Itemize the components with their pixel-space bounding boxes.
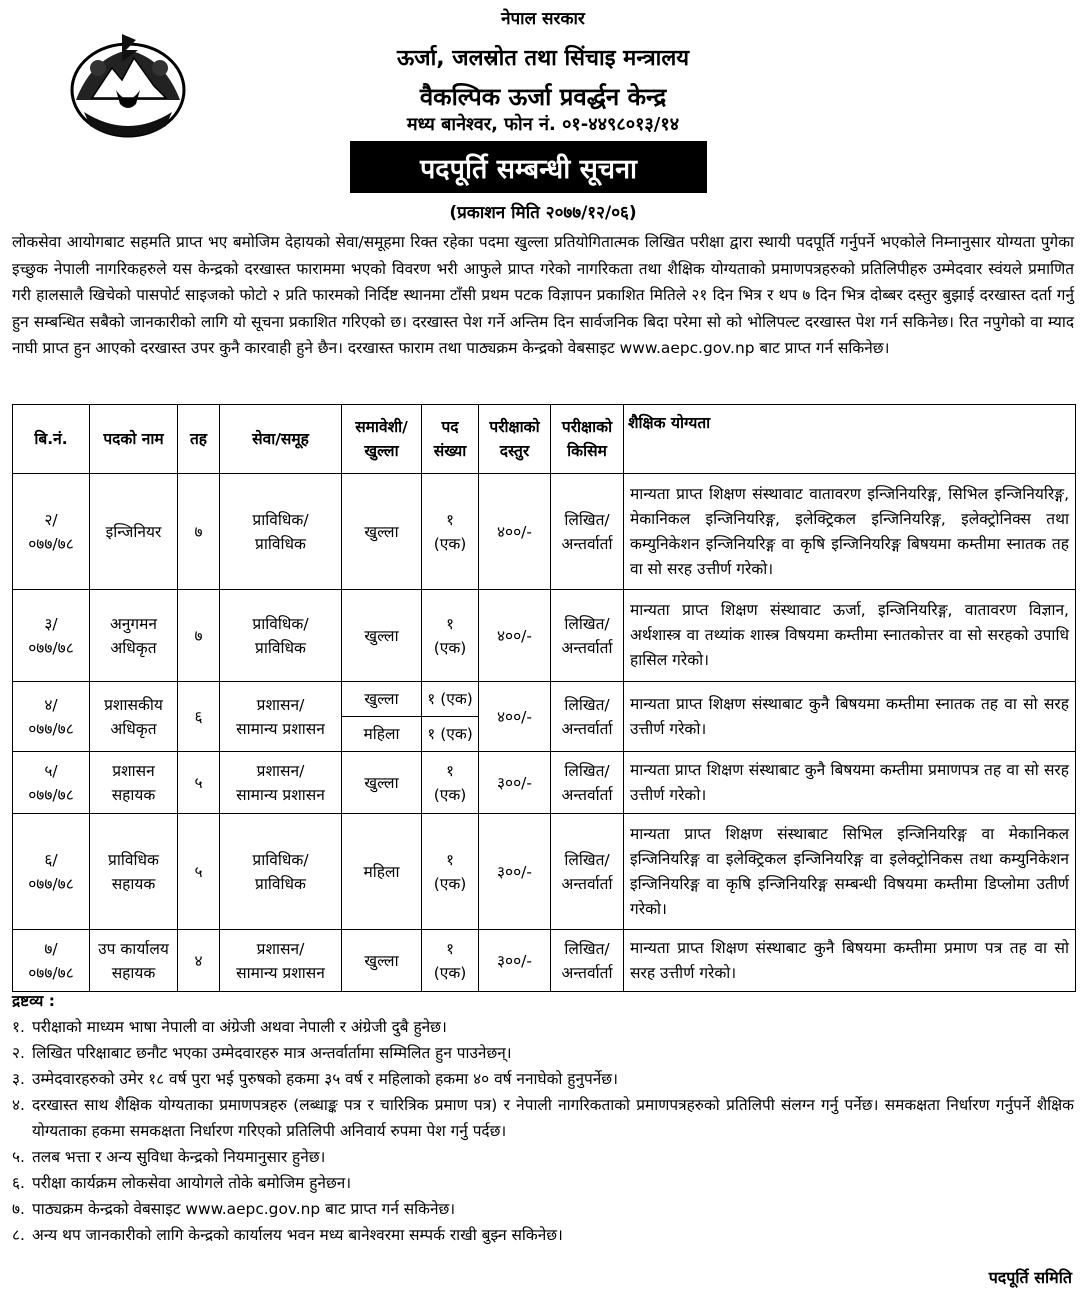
note-number: ४. [12, 1096, 25, 1114]
post-b: अधिकृत [110, 638, 157, 657]
header-level: तह [178, 405, 220, 474]
cell-exam-type [551, 590, 624, 682]
note-item [12, 1066, 1074, 1092]
cell-sn [13, 930, 90, 992]
note-text: अन्य थप जानकारीको लागि केन्द्रको कार्यालय भवन मध्य बानेश्वरमा सम्पर्क राखी बुझ्न सकिनेछ। [32, 1226, 563, 1244]
note-number: ६. [12, 1174, 25, 1192]
cell-count [422, 682, 479, 752]
note-item [12, 1222, 1074, 1248]
publication-date: (प्रकाशन मिति २०७७/१२/०६) [449, 203, 637, 223]
service-b: प्राविधिक [255, 534, 306, 553]
note-number: २. [12, 1044, 25, 1062]
sn-b: ०७७/७८ [28, 963, 74, 982]
cell-qualification: मान्यता प्राप्त शिक्षण संस्थावाट ऊर्जा, इन्जिनियरिङ्ग, वातावरण विज्ञान, अर्थशास्त्र वा तथ्यांक शास्त्र विषयमा कम्तीमा स्नातकोत्तर वा सो सरहको उपाधि हासिल गरेको। [624, 590, 1076, 682]
committee-signature: पदपूर्ति समिति [988, 1268, 1072, 1287]
table-header-row [13, 405, 1076, 474]
note-item [12, 1014, 1074, 1040]
type-b: अन्तर्वार्ता [561, 719, 613, 738]
note-item [12, 1040, 1074, 1066]
cell-service [220, 930, 342, 992]
service-a: प्रशासन/ [256, 695, 305, 714]
header-inclusion-a: समावेशी/ [355, 418, 408, 436]
cell-post [90, 930, 178, 992]
cell-exam-type [551, 814, 624, 930]
sn-a: २/ [44, 510, 58, 529]
cell-sn [13, 682, 90, 752]
type-a: लिखित/ [564, 761, 610, 780]
header-fee-a: परीक्षाको [489, 418, 540, 436]
cell-inclusion: खुल्ला [342, 474, 422, 590]
note-text: दरखास्त साथ शैक्षिक योग्यताका प्रमाणपत्रहरु (लब्धाङ्क पत्र र चारित्रिक प्रमाण पत्र) र नेपाली नागरिकताको प्रमाणपत्रहरुको प्रतिलिपी संलग्न गर्नु पर्नेछ। समकक्षता निर्धारण गर्नुपर्ने शैक्षिक योग्यताका हकमा समकक्षता निर्धारण गरिएको प्रतिलिपी अनिवार्य रुपमा पेश गर्नु पर्दछ। [32, 1096, 1074, 1140]
header-fee [479, 405, 551, 474]
cell-post [90, 752, 178, 814]
count-open: १ (एक) [427, 690, 473, 708]
note-item [12, 1170, 1074, 1196]
count-b: (एक) [433, 785, 467, 804]
service-a: प्राविधिक/ [252, 510, 309, 529]
cell-fee: ३००/- [479, 752, 551, 814]
cell-inclusion [342, 682, 422, 752]
post-a: प्रशासन [112, 761, 155, 780]
service-a: प्रशासन/ [256, 939, 305, 958]
cell-count [422, 752, 479, 814]
note-item [12, 1196, 1074, 1222]
cell-exam-type [551, 474, 624, 590]
note-number: ७. [12, 1200, 25, 1218]
sn-b: ०७७/७८ [28, 874, 74, 893]
note-item [12, 1092, 1074, 1144]
cell-inclusion: खुल्ला [342, 930, 422, 992]
header-count [422, 405, 479, 474]
cell-qualification: मान्यता प्राप्त शिक्षण संस्थाबाट कुनै बिषयमा कम्तीमा प्रमाणपत्र तह वा सो सरह उत्तीर्ण गरेको। [624, 752, 1076, 814]
type-b: अन्तर्वार्ता [561, 785, 613, 804]
header-exam-type [551, 405, 624, 474]
post-a: उप कार्यालय [98, 939, 169, 958]
header-service [220, 405, 342, 474]
post-a: अनुगमन [109, 614, 158, 633]
service-b: प्राविधिक [255, 874, 306, 893]
post-a: इन्जिनियर [105, 522, 162, 541]
note-text: पाठ्यक्रम केन्द्रको वेबसाइट www.aepc.gov.np बाट प्राप्त गर्न सकिनेछ। [32, 1200, 456, 1218]
notice-banner: पदपूर्ति सम्बन्धी सूचना [350, 141, 707, 193]
cell-fee: ४००/- [479, 682, 551, 752]
service-a: प्रशासन/ [256, 761, 305, 780]
ministry-name: ऊर्जा, जलस्रोत तथा सिंचाइ मन्त्रालय [396, 46, 690, 71]
service-b: प्राविधिक [255, 638, 306, 657]
cell-level: ७ [178, 590, 220, 682]
cell-qualification: मान्यता प्राप्त शिक्षण संस्थाबाट कुनै बिषयमा कम्तीमा स्नातक तह वा सो सरह उत्तीर्ण गरेको। [624, 682, 1076, 752]
count-a: १ [445, 761, 455, 780]
service-b: सामान्य प्रशासन [236, 785, 325, 804]
cell-fee: ४००/- [479, 474, 551, 590]
note-item [12, 1144, 1074, 1170]
notice-header [0, 0, 1086, 200]
count-a: १ [445, 510, 455, 529]
table-body [13, 474, 1076, 992]
cell-qualification: मान्यता प्राप्त शिक्षण संस्थाबाट कुनै बिषयमा कम्तीमा प्रमाण पत्र तह वा सो सरह उत्तीर्ण गरेको। [624, 930, 1076, 992]
table-row [13, 814, 1076, 930]
cell-inclusion: खुल्ला [342, 590, 422, 682]
cell-level: ७ [178, 474, 220, 590]
note-text: उम्मेदवारहरुको उमेर १८ वर्ष पुरा भई पुरुषको हकमा ३५ वर्ष र महिलाको हकमा ४० वर्ष ननाघेको हुनुपर्नेछ। [32, 1070, 618, 1088]
count-a: १ [445, 614, 455, 633]
header-post: पदको नाम [90, 405, 178, 474]
cell-count [422, 814, 479, 930]
cell-inclusion: महिला [342, 814, 422, 930]
sn-a: ६/ [44, 850, 58, 869]
vacancy-table [12, 404, 1076, 992]
government-name: नेपाल सरकार [501, 9, 585, 29]
table-row [13, 930, 1076, 992]
header-service-a: सेवा [252, 430, 276, 448]
sn-a: ५/ [44, 761, 58, 780]
note-text: परीक्षाको माध्यम भाषा नेपाली वा अंग्रेजी अथवा नेपाली र अंग्रेजी दुबै हुनेछ। [32, 1018, 447, 1036]
post-a: प्राविधिक [108, 850, 159, 869]
header-inclusion [342, 405, 422, 474]
sn-b: ०७७/७८ [28, 534, 74, 553]
table-row [13, 752, 1076, 814]
cell-inclusion: खुल्ला [342, 752, 422, 814]
cell-service [220, 814, 342, 930]
cell-sn [13, 590, 90, 682]
cell-sn [13, 752, 90, 814]
count-women: १ (एक) [422, 716, 478, 751]
cell-count [422, 590, 479, 682]
cell-fee: ३००/- [479, 930, 551, 992]
type-b: अन्तर्वार्ता [561, 638, 613, 657]
cell-qualification: मान्यता प्राप्त शिक्षण संस्थावाट वातावरण इन्जिनियरिङ्ग, सिभिल इन्जिनियरिङ्ग, मेकानिकल इन्जिनियरिङ्ग, इलेक्ट्रिकल इन्जिनियरिङ्ग, इलेक्ट्रोनिक्स तथा कम्युनिकेशन इन्जिनियरिङ्ग वा कृषि इन्जिनियरिङ्ग बिषयमा कम्तीमा स्नातक तह वा सो सरह उत्तीर्ण गरेको। [624, 474, 1076, 590]
cell-post [90, 814, 178, 930]
note-text: तलब भत्ता र अन्य सुविधा केन्द्रको नियमानुसार हुनेछ। [32, 1148, 326, 1166]
count-a: १ [445, 939, 455, 958]
header-count-a: पद [441, 418, 459, 436]
sn-a: ३/ [44, 614, 58, 633]
table-row [13, 474, 1076, 590]
cell-sn [13, 474, 90, 590]
note-number: ८. [12, 1226, 25, 1244]
cell-level: ५ [178, 814, 220, 930]
center-name: वैकल्पिक ऊर्जा प्रवर्द्धन केन्द्र [419, 83, 667, 111]
count-b: (एक) [433, 874, 467, 893]
type-b: अन्तर्वार्ता [561, 874, 613, 893]
post-b: अधिकृत [110, 719, 157, 738]
type-a: लिखित/ [564, 614, 610, 633]
count-b: (एक) [433, 638, 467, 657]
service-b: सामान्य प्रशासन [236, 719, 325, 738]
table-row [13, 682, 1076, 752]
service-b: सामान्य प्रशासन [236, 963, 325, 982]
cell-service [220, 474, 342, 590]
service-a: प्राविधिक/ [252, 614, 309, 633]
cell-exam-type [551, 930, 624, 992]
note-number: ३. [12, 1070, 25, 1088]
type-b: अन्तर्वार्ता [561, 963, 613, 982]
cell-count [422, 930, 479, 992]
post-a: प्रशासकीय [104, 695, 163, 714]
cell-post [90, 682, 178, 752]
cell-service [220, 752, 342, 814]
cell-post [90, 474, 178, 590]
cell-fee: ४००/- [479, 590, 551, 682]
cell-count [422, 474, 479, 590]
cell-service [220, 590, 342, 682]
header-fee-b: दस्तुर [499, 442, 530, 460]
cell-fee: ३००/- [479, 814, 551, 930]
cell-post [90, 590, 178, 682]
sn-b: ०७७/७८ [28, 638, 74, 657]
type-a: लिखित/ [564, 695, 610, 714]
cell-qualification: मान्यता प्राप्त शिक्षण संस्थाबाट सिभिल इन्जिनियरिङ्ग वा मेकानिकल इन्जिनियरिङ्ग वा इलेक्ट्रिकल इन्जिनियरिङ्ग वा इलेक्ट्रोनिकस तथा कम्युनिकेशन इन्जिनियरिङ्ग वा कृषि इन्जिनियरिङ्ग सम्बन्धी विषयमा कम्तीमा डिप्लोमा उतीर्ण गरेको। [624, 814, 1076, 930]
sn-a: ७/ [44, 939, 58, 958]
header-qualification: शैक्षिक योग्यता [624, 405, 1076, 474]
inclusion-women: महिला [342, 716, 421, 751]
note-number: १. [12, 1018, 25, 1036]
center-address: मध्य बानेश्वर, फोन नं. ०१-४४९८०१३/१४ [406, 114, 680, 135]
note-number: ५. [12, 1148, 25, 1166]
post-b: सहायक [111, 785, 156, 804]
type-a: लिखित/ [564, 850, 610, 869]
cell-level: ६ [178, 682, 220, 752]
cell-exam-type [551, 752, 624, 814]
header-count-b: संख्या [433, 442, 467, 460]
cell-exam-type [551, 682, 624, 752]
note-text: परीक्षा कार्यक्रम लोकसेवा आयोगले तोके बमोजिम हुनेछन। [32, 1174, 352, 1192]
count-b: (एक) [433, 534, 467, 553]
count-a: १ [445, 850, 455, 869]
cell-level: ४ [178, 930, 220, 992]
intro-paragraph: लोकसेवा आयोगबाट सहमति प्राप्त भए बमोजिम देहायको सेवा/समूहमा रिक्त रहेका पदमा खुल्ला प्रतियोगितात्मक लिखित परीक्षा द्वारा स्थायी पदपूर्ति गर्नुपर्ने भएकोले निम्नानुसार योग्यता पुगेका इच्छुक नेपाली नागरिकहरुले यस केन्द्रको दरखास्त फाराममा भएको विवरण भरी आफुले प्राप्त गरेको नागरिकता तथा शैक्षिक योग्यताको प्रमाणपत्रहरुको प्रतिलिपीहरु उम्मेदवार स्वंयले प्रमाणित गरी हालसालै खिचेको पासपोर्ट साइजको फोटो २ प्रति फारमको निर्दिष्ट स्थानमा टाँसी प्रथम पटक विज्ञापन प्रकाशित मितिले २१ दिन भित्र र थप ७ दिन भित्र दोब्बर दस्तुर बुझाई दरखास्त दर्ता गर्नु हुन सम्बन्धित सबैको जानकारीको लागि यो सूचना प्रकाशित गरिएको छ। दरखास्त पेश गर्ने अन्तिम दिन सार्वजनिक बिदा परेमा सो को भोलिपल्ट दरखास्त पेश गर्न सकिनेछ। रित नपुगेको वा म्याद नाघी प्राप्त हुन आएको दरखास्त उपर कुनै कारवाही हुने छैन। दरखास्त फाराम तथा पाठ्यक्रम केन्द्रको वेबसाइट www.aepc.gov.np बाट प्राप्त गर्न सकिनेछ। [12, 233, 1074, 357]
notes-title: द्रष्टव्य : [12, 992, 55, 1010]
type-a: लिखित/ [564, 939, 610, 958]
header-service-b: /समूह [275, 430, 309, 448]
table-row [13, 590, 1076, 682]
post-b: सहायक [111, 963, 156, 982]
cell-level: ५ [178, 752, 220, 814]
header-type-b: किसिम [567, 442, 607, 460]
header-inclusion-b: खुल्ला [364, 442, 399, 460]
cell-sn [13, 814, 90, 930]
count-b: (एक) [433, 963, 467, 982]
post-b: सहायक [111, 874, 156, 893]
sn-b: ०७७/७८ [28, 719, 74, 738]
type-b: अन्तर्वार्ता [561, 534, 613, 553]
type-a: लिखित/ [564, 510, 610, 529]
service-a: प्राविधिक/ [252, 850, 309, 869]
inclusion-open: खुल्ला [364, 690, 399, 708]
notes-section [12, 990, 1074, 1248]
sn-a: ४/ [44, 695, 58, 714]
header-sn: बि.नं. [13, 405, 90, 474]
header-type-a: परीक्षाको [561, 418, 613, 436]
sn-b: ०७७/७८ [28, 785, 74, 804]
note-text: लिखित परिक्षाबाट छनौट भएका उम्मेदवारहरु मात्र अन्तर्वार्तामा सम्मिलित हुन पाउनेछन्। [32, 1044, 512, 1062]
cell-service [220, 682, 342, 752]
